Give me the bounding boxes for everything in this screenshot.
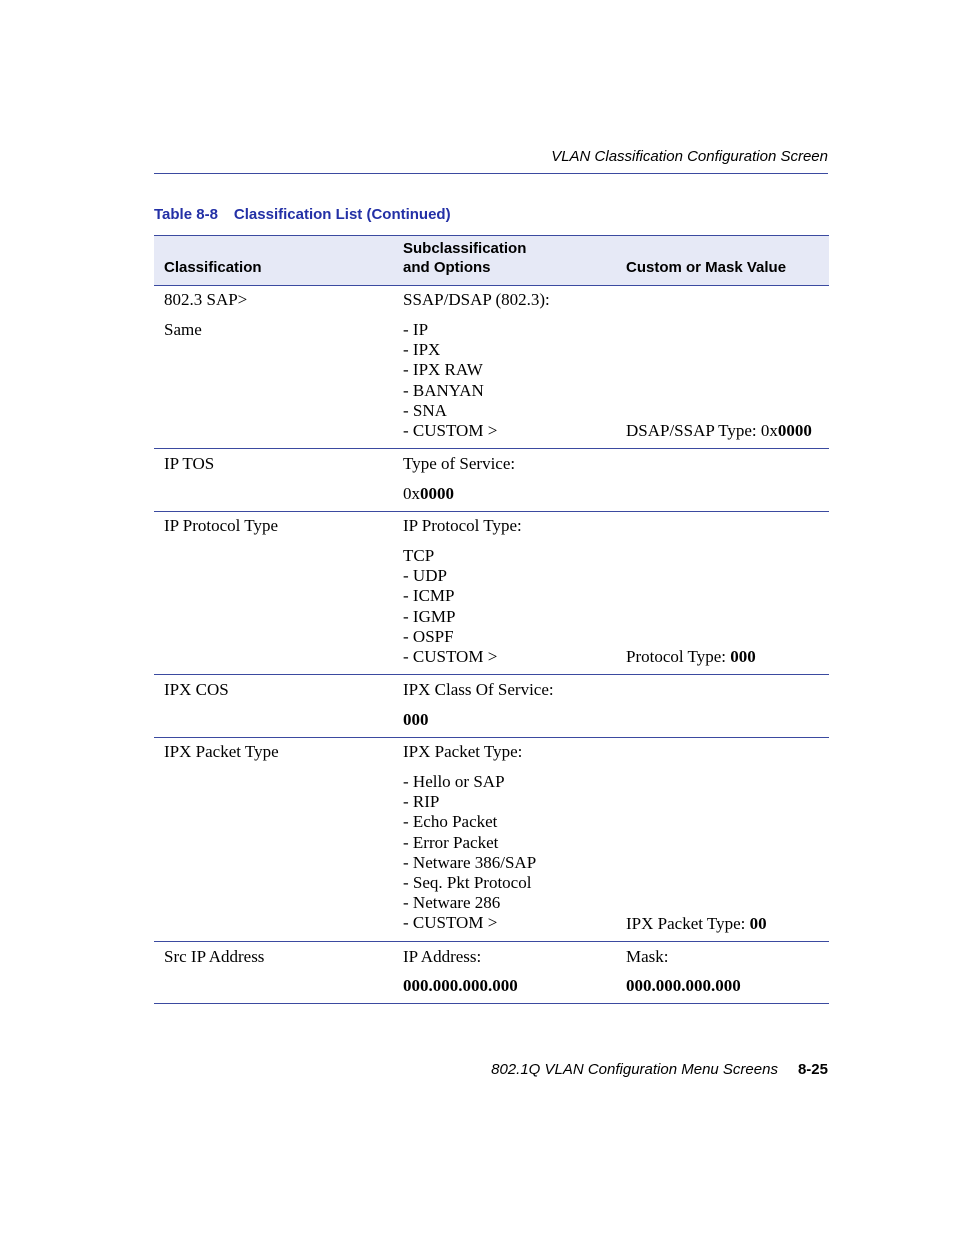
row-subclass-heading: IPX Class Of Service:: [403, 680, 554, 699]
table-header-row: [154, 236, 829, 286]
row-classification-note: Same: [164, 320, 202, 339]
list-item: - Hello or SAP: [403, 772, 505, 791]
col-header-subclassification-line2: and Options: [403, 259, 491, 276]
custom-value-default: 000: [730, 647, 756, 666]
row-classification: IPX Packet Type: [164, 742, 279, 761]
row-options-list: [403, 320, 497, 441]
list-item: - Error Packet: [403, 832, 499, 852]
col-header-subclassification: [403, 239, 603, 277]
table-caption: [154, 206, 451, 223]
page-footer: [154, 1061, 828, 1078]
row-custom-value: [626, 421, 812, 441]
page-number: 8-25: [797, 1061, 828, 1078]
row-options-list: [403, 546, 497, 667]
row-classification: Src IP Address: [164, 947, 265, 966]
list-item: - IPX: [403, 340, 441, 360]
list-item: - CUSTOM >: [403, 647, 498, 667]
list-item: - CUSTOM >: [403, 421, 498, 441]
table-number: Table 8-8: [154, 206, 218, 223]
table-title: Classification List (Continued): [233, 206, 451, 223]
table-row: [154, 738, 829, 942]
row-custom-value: [626, 914, 767, 934]
col-header-subclassification-line1: Subclassification: [403, 240, 527, 257]
classification-table: [154, 235, 829, 1004]
list-item: - RIP: [403, 792, 440, 812]
custom-value-default: 00: [749, 914, 767, 933]
list-item: - IPX RAW: [403, 360, 483, 380]
col-header-custom-value: Custom or Mask Value: [626, 259, 787, 276]
list-item: - OSPF: [403, 626, 454, 646]
list-item: - IP: [403, 320, 429, 339]
table-row: [154, 286, 829, 449]
header-rule: [154, 173, 828, 174]
list-item: - Netware 386/SAP: [403, 852, 537, 872]
custom-value-label: Protocol Type:: [626, 647, 731, 666]
value-prefix: 0x: [403, 484, 420, 503]
row-subclass-value: 000.000.000.000: [403, 976, 518, 995]
table-row: [154, 512, 829, 675]
list-item: - ICMP: [403, 586, 455, 606]
custom-value-default: 0000: [777, 421, 812, 440]
list-item: - SNA: [403, 400, 447, 420]
table-row: [154, 449, 829, 512]
custom-value-label: IPX Packet Type:: [626, 914, 750, 933]
row-custom-value: 000.000.000.000: [626, 976, 741, 995]
list-item: - Seq. Pkt Protocol: [403, 873, 532, 893]
row-options-list: [403, 772, 536, 934]
table-row: [154, 942, 829, 1004]
table-row: [154, 675, 829, 738]
row-custom-value: [626, 647, 756, 667]
row-subclass-value: [403, 484, 454, 504]
row-classification: IP Protocol Type: [164, 516, 279, 535]
row-custom-heading: Mask:: [626, 947, 669, 966]
list-item: TCP: [403, 546, 435, 565]
row-subclass-value: 000: [403, 710, 429, 729]
custom-value-label: DSAP/SSAP Type: 0x: [626, 421, 778, 440]
list-item: - Echo Packet: [403, 812, 498, 832]
list-item: - UDP: [403, 566, 447, 586]
row-subclass-heading: IP Address:: [403, 947, 482, 966]
row-subclass-heading: IPX Packet Type:: [403, 742, 523, 761]
list-item: - CUSTOM >: [403, 913, 498, 933]
col-header-classification: Classification: [164, 259, 262, 276]
value-default: 0000: [420, 484, 454, 503]
list-item: - BANYAN: [403, 380, 484, 400]
row-classification: IPX COS: [164, 680, 229, 699]
list-item: - Netware 286: [403, 893, 501, 913]
running-header: VLAN Classification Configuration Screen: [551, 148, 828, 165]
row-subclass-heading: IP Protocol Type:: [403, 516, 522, 535]
row-classification: 802.3 SAP>: [164, 290, 248, 309]
footer-chapter-title: 802.1Q VLAN Configuration Menu Screens: [491, 1061, 778, 1078]
row-subclass-heading: SSAP/DSAP (802.3):: [403, 290, 550, 309]
row-subclass-heading: Type of Service:: [403, 454, 516, 473]
row-classification: IP TOS: [164, 454, 215, 473]
list-item: - IGMP: [403, 606, 456, 626]
